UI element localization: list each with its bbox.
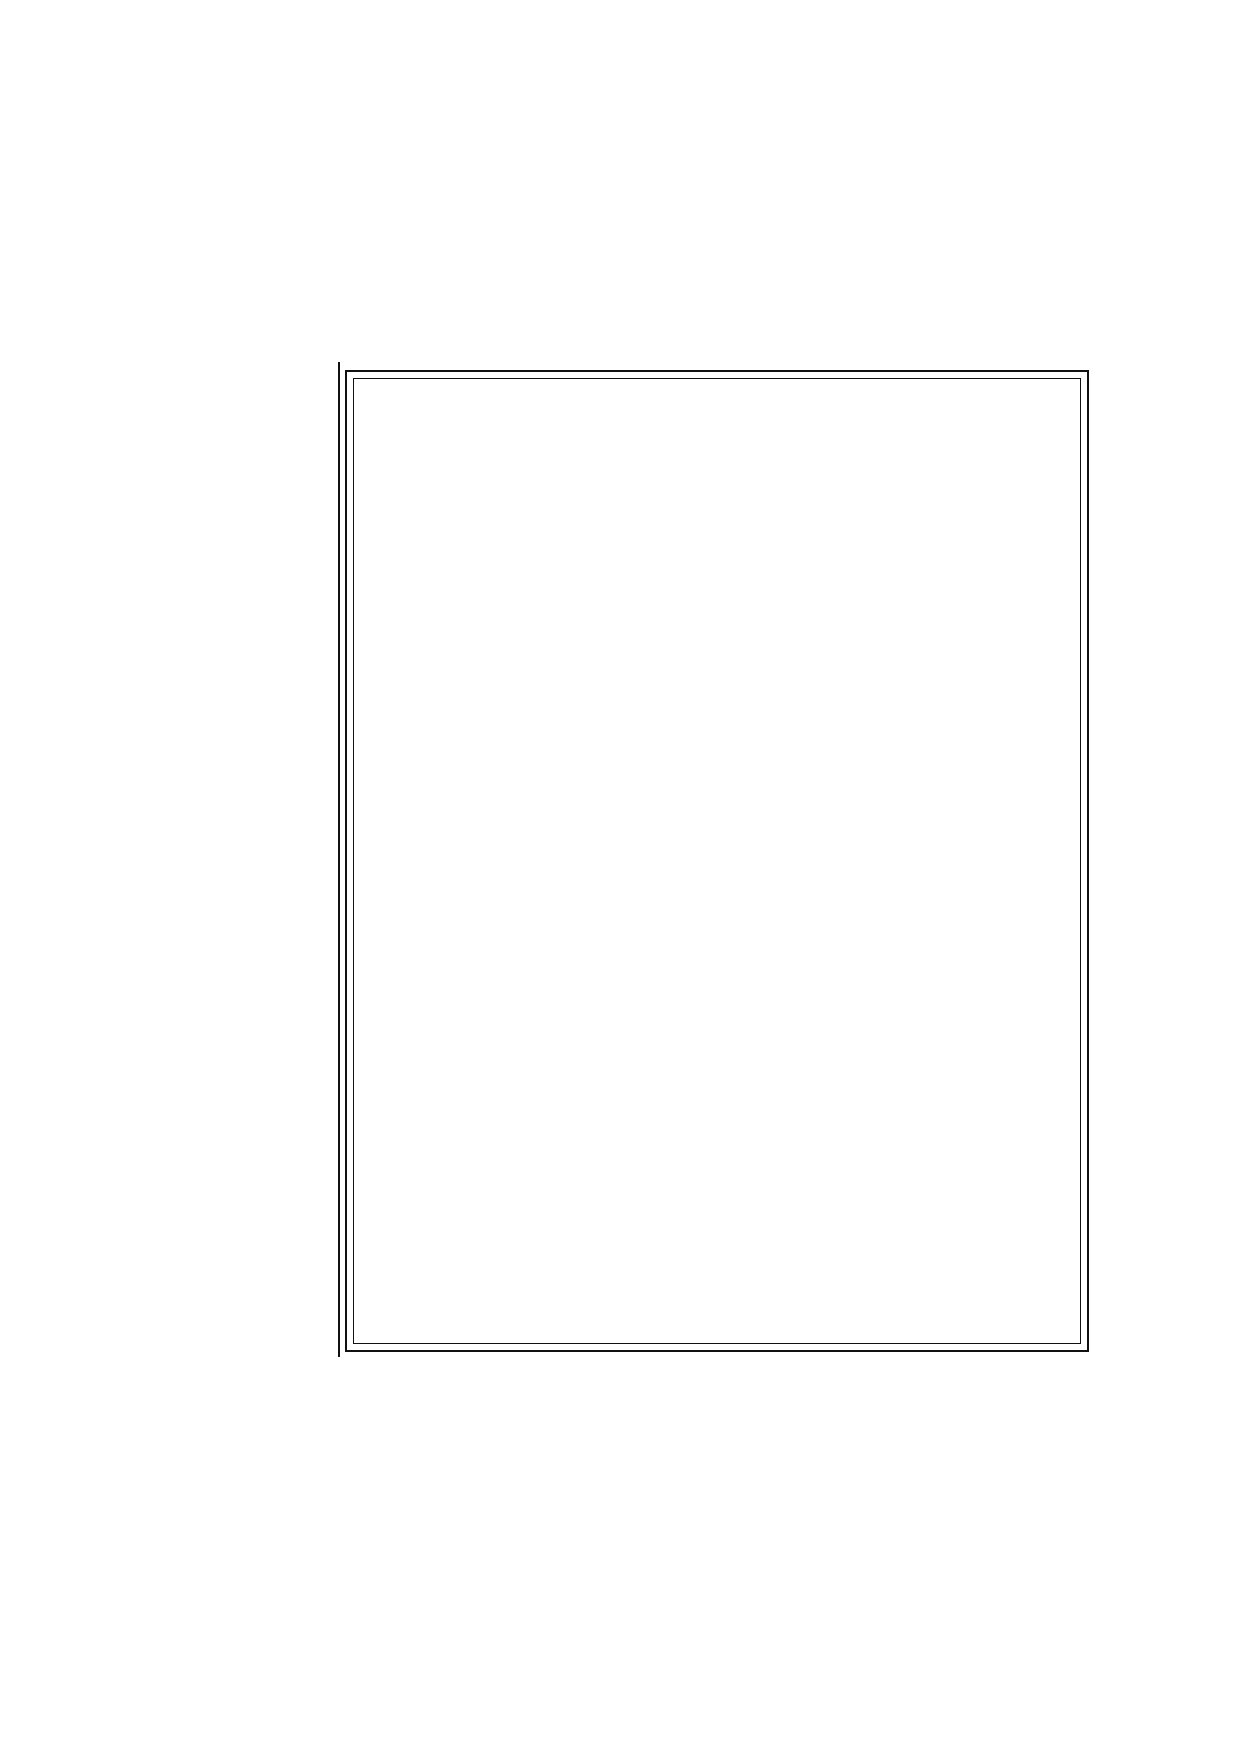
- main-text: [365, 382, 1071, 1340]
- column-divider: [338, 362, 340, 1357]
- margin-commentary: [120, 345, 332, 1360]
- header-paragraph: [145, 142, 1100, 362]
- footer-paragraph: [145, 1362, 1100, 1652]
- page-number: [370, 338, 470, 374]
